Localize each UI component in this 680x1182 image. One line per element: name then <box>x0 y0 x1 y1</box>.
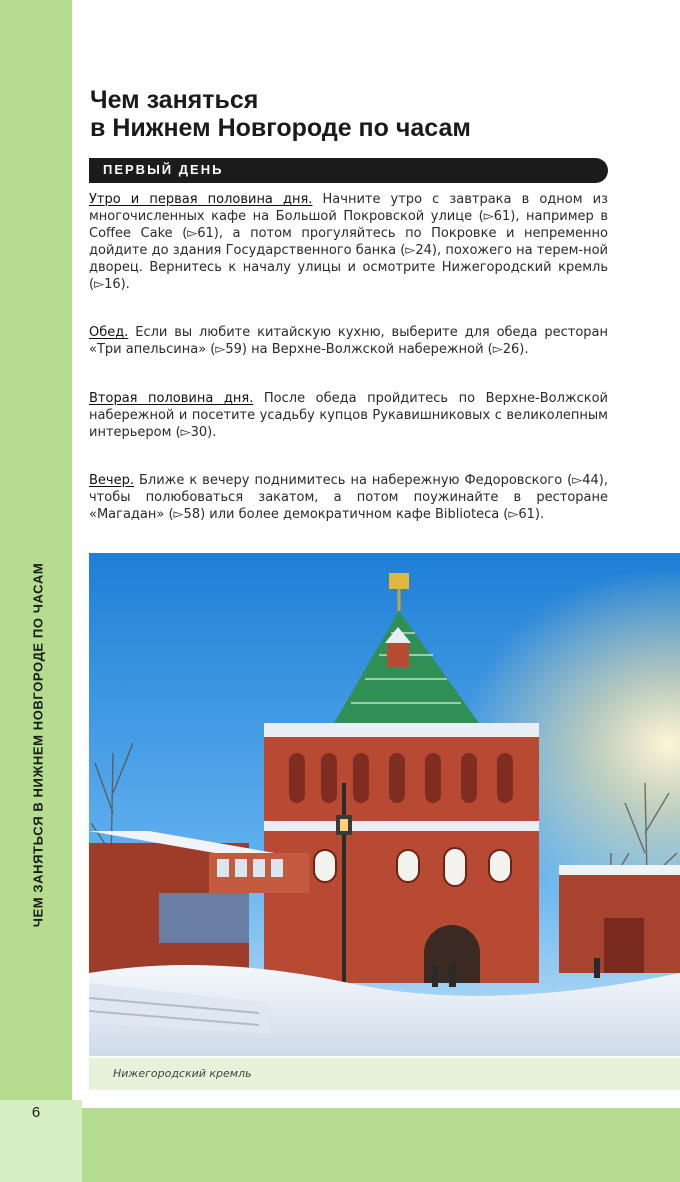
paragraph-heading: Вторая половина дня. <box>89 391 254 406</box>
paragraph-heading: Утро и первая половина дня. <box>89 192 313 207</box>
photo-caption-bar <box>89 1058 680 1090</box>
paragraph-text: Начните утро с завтрака в одном из многочисленных кафе на Большой Покровской улице (▻61), например в Coffee Cake (▻61), а потом прогуляйтесь по Покровке и непременно дойдите до здания Государственного банка (▻24), похожего на терем-ной дворец. Вернитесь к началу улицы и осмотрите Нижегородский кремль (▻16). <box>89 192 608 292</box>
paragraph-morning <box>89 191 608 293</box>
photo-caption: Нижегородский кремль <box>113 1067 252 1080</box>
section-running-title: ЧЕМ ЗАНЯТЬСЯ В НИЖНЕМ НОВГОРОДЕ ПО ЧАСАМ <box>30 562 46 928</box>
paragraph-heading: Вечер. <box>89 473 134 488</box>
paragraph-text: Ближе к вечеру поднимитесь на набережную Федоровского (▻44), чтобы полюбоваться закатом, а потом поужинайте в ресторане «Магадан» (▻58) или более демократичном кафе Biblioteca (▻61). <box>89 473 608 522</box>
paragraph-text: После обеда пройдитесь по Верхне-Волжской набережной и посетите усадьбу купцов Рукавишниковых с великолепным интерьером (▻30). <box>89 391 609 440</box>
title-line-1: Чем заняться <box>90 86 259 114</box>
bottom-band <box>82 1108 680 1182</box>
title-line-2: в Нижнем Новгороде по часам <box>90 114 471 142</box>
paragraph-heading: Обед. <box>89 325 129 340</box>
kremlin-photo <box>89 553 680 1056</box>
paragraph-lunch <box>89 324 608 358</box>
paragraph-text: Если вы любите китайскую кухню, выберите для обеда ресторан «Три апельсина» (▻59) на Верхне-Волжской набережной (▻26). <box>89 325 608 357</box>
page-number: 6 <box>31 1104 41 1121</box>
page-title <box>90 86 630 142</box>
paragraph-afternoon <box>89 390 608 441</box>
paragraph-evening <box>89 472 608 523</box>
day-section-bar <box>89 158 608 183</box>
left-sidebar-band <box>0 0 72 1100</box>
day-section-label: ПЕРВЫЙ ДЕНЬ <box>103 162 224 177</box>
